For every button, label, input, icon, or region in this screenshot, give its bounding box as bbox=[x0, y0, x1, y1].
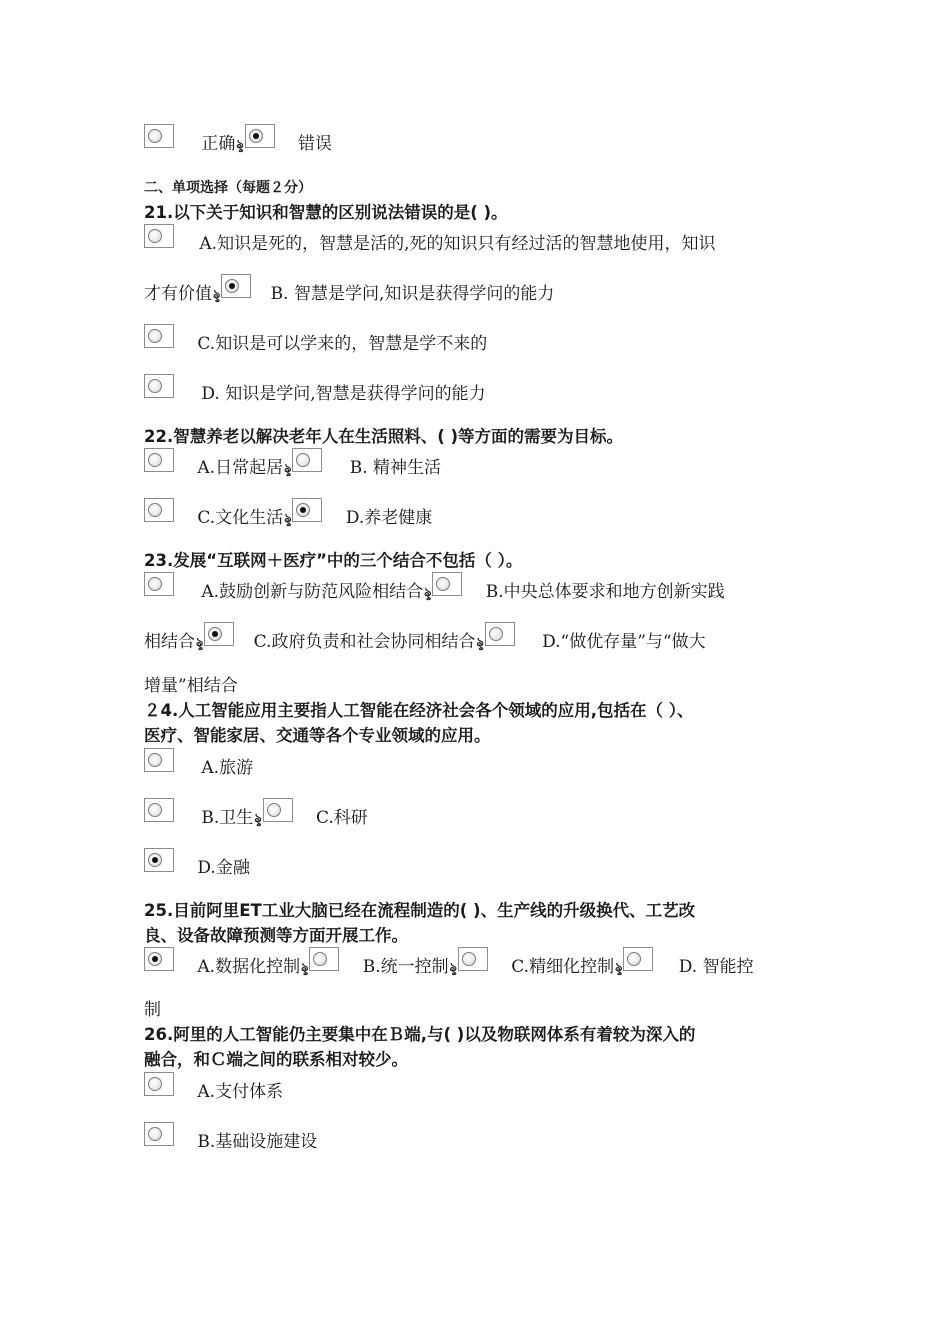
q24-option-b-label: B.卫生 bbox=[201, 808, 254, 828]
q24-stem-line1: ２4.人工智能应用主要指人工智能在经济社会各个领域的应用,包括在（ ）、 bbox=[144, 701, 694, 720]
q21-radio-c[interactable] bbox=[144, 324, 174, 348]
q21-radio-a[interactable] bbox=[144, 224, 174, 248]
q25-option-d-line1: D. 智能控 bbox=[678, 957, 754, 977]
q24-option-a-label: A.旅游 bbox=[201, 758, 254, 778]
q23-option-b-line1: B.中央总体要求和地方创新实践 bbox=[485, 582, 725, 602]
q25-option-a-label: A.数据化控制 bbox=[197, 957, 301, 977]
arrow-icon: ৡ bbox=[424, 585, 432, 599]
arrow-icon: ৡ bbox=[615, 960, 623, 974]
q24-radio-b[interactable] bbox=[144, 798, 174, 822]
q22-option-d-label: D.养老健康 bbox=[345, 508, 433, 528]
q24-radio-c[interactable] bbox=[263, 798, 293, 822]
q22-option-c-label: C.文化生活 bbox=[197, 508, 284, 528]
q26-radio-a[interactable] bbox=[144, 1072, 174, 1096]
q26-stem-line2: 融合，和Ｃ端之间的联系相对较少。 bbox=[144, 1050, 408, 1069]
arrow-icon: ৡ bbox=[196, 635, 204, 649]
q22-radio-c[interactable] bbox=[144, 498, 174, 522]
q21-stem: 21.以下关于知识和智慧的区别说法错误的是( )。 bbox=[144, 203, 508, 222]
q26-row-b bbox=[144, 1122, 317, 1154]
q22-radio-a[interactable] bbox=[144, 448, 174, 472]
arrow-icon: ৡ bbox=[284, 461, 292, 475]
q24-radio-a[interactable] bbox=[144, 748, 174, 772]
q26-option-b-label: B.基础设施建设 bbox=[197, 1132, 318, 1152]
q22-row-cd bbox=[144, 498, 432, 530]
q22-option-a-label: A.日常起居 bbox=[197, 458, 284, 478]
q23-radio-c[interactable] bbox=[204, 622, 234, 646]
q21-option-d-label: D. 知识是学问,智慧是获得学问的能力 bbox=[201, 384, 486, 404]
q23-row-ab bbox=[144, 572, 725, 604]
q21-option-c-label: C.知识是可以学来的，智慧是学不来的 bbox=[197, 334, 488, 354]
true-false-row bbox=[144, 124, 332, 156]
q21-radio-d[interactable] bbox=[144, 374, 174, 398]
arrow-icon: ৡ bbox=[213, 287, 221, 301]
q24-radio-d[interactable] bbox=[144, 848, 174, 872]
q25-stem-line1: 25.目前阿里ET工业大脑已经在流程制造的( )、生产线的升级换代、工艺改 bbox=[144, 901, 696, 920]
q21-row-d bbox=[144, 374, 486, 406]
q26-radio-b[interactable] bbox=[144, 1122, 174, 1146]
radio-false[interactable] bbox=[245, 124, 275, 148]
arrow-icon: ৡ bbox=[284, 511, 292, 525]
q21-option-a-line1: A.知识是死的，智慧是活的,死的知识只有经过活的智慧地使用，知识 bbox=[199, 234, 716, 254]
q25-radio-b[interactable] bbox=[309, 947, 339, 971]
radio-true[interactable] bbox=[144, 124, 174, 148]
q25-stem-line2: 良、设备故障预测等方面开展工作。 bbox=[144, 926, 408, 945]
q24-row-d bbox=[144, 848, 250, 880]
q25-radio-a[interactable] bbox=[144, 947, 174, 971]
q21-option-a-line2: 才有价值 bbox=[144, 284, 212, 304]
q23-option-a-label: A.鼓励创新与防范风险相结合 bbox=[201, 582, 424, 602]
section-title: 二、单项选择（每题２分） bbox=[144, 180, 312, 196]
q26-stem-line1: 26.阿里的人工智能仍主要集中在Ｂ端,与( )以及物联网体系有着较为深入的 bbox=[144, 1025, 696, 1044]
q23-option-d-line2: 增量”相结合 bbox=[144, 676, 238, 696]
q23-option-b-line2: 相结合 bbox=[144, 632, 195, 652]
q25-option-c-label: C.精细化控制 bbox=[511, 957, 615, 977]
q23-radio-b[interactable] bbox=[432, 572, 462, 596]
q21-option-b-label: B. 智慧是学问,知识是获得学问的能力 bbox=[270, 284, 555, 304]
q24-stem-line2: 医疗、智能家居、交通等各个专业领域的应用。 bbox=[144, 726, 491, 745]
q22-row-ab bbox=[144, 448, 441, 480]
q23-option-d-line1: D.“做优存量”与“做大 bbox=[542, 632, 706, 652]
arrow-icon: ৡ bbox=[476, 635, 484, 649]
q24-option-c-label: C.科研 bbox=[315, 808, 368, 828]
q21-row-a bbox=[144, 224, 716, 256]
q23-option-c-label: C.政府负责和社会协同相结合 bbox=[253, 632, 476, 652]
q21-radio-b[interactable] bbox=[221, 274, 251, 298]
q26-row-a bbox=[144, 1072, 283, 1104]
q24-option-d-label: D.金融 bbox=[197, 858, 250, 878]
q23-radio-d[interactable] bbox=[485, 622, 515, 646]
q24-row-a bbox=[144, 748, 253, 780]
option-true-label: 正确 bbox=[201, 134, 236, 154]
arrow-icon: ৡ bbox=[254, 811, 262, 825]
q22-radio-b[interactable] bbox=[292, 448, 322, 472]
q21-row-c bbox=[144, 324, 487, 356]
arrow-icon: ৡ bbox=[449, 960, 457, 974]
q22-radio-d[interactable] bbox=[292, 498, 322, 522]
q24-row-bc bbox=[144, 798, 368, 830]
q25-radio-c[interactable] bbox=[458, 947, 488, 971]
option-false-label: 错误 bbox=[298, 134, 333, 154]
q25-row-options bbox=[144, 947, 754, 979]
q22-stem: 22.智慧养老以解决老年人在生活照料、( )等方面的需要为目标。 bbox=[144, 427, 624, 446]
q25-option-d-line2: 制 bbox=[144, 1000, 161, 1020]
q26-option-a-label: A.支付体系 bbox=[197, 1082, 284, 1102]
q25-radio-d[interactable] bbox=[623, 947, 653, 971]
q23-radio-a[interactable] bbox=[144, 572, 174, 596]
q23-stem: 23.发展“互联网＋医疗”中的三个结合不包括（ ）。 bbox=[144, 551, 523, 570]
arrow-icon: ৡ bbox=[236, 137, 244, 151]
arrow-icon: ৡ bbox=[301, 960, 309, 974]
q21-row-b bbox=[144, 274, 554, 306]
q22-option-b-label: B. 精神生活 bbox=[349, 458, 442, 478]
q23-row-cd bbox=[144, 622, 706, 654]
q25-option-b-label: B.统一控制 bbox=[362, 957, 449, 977]
